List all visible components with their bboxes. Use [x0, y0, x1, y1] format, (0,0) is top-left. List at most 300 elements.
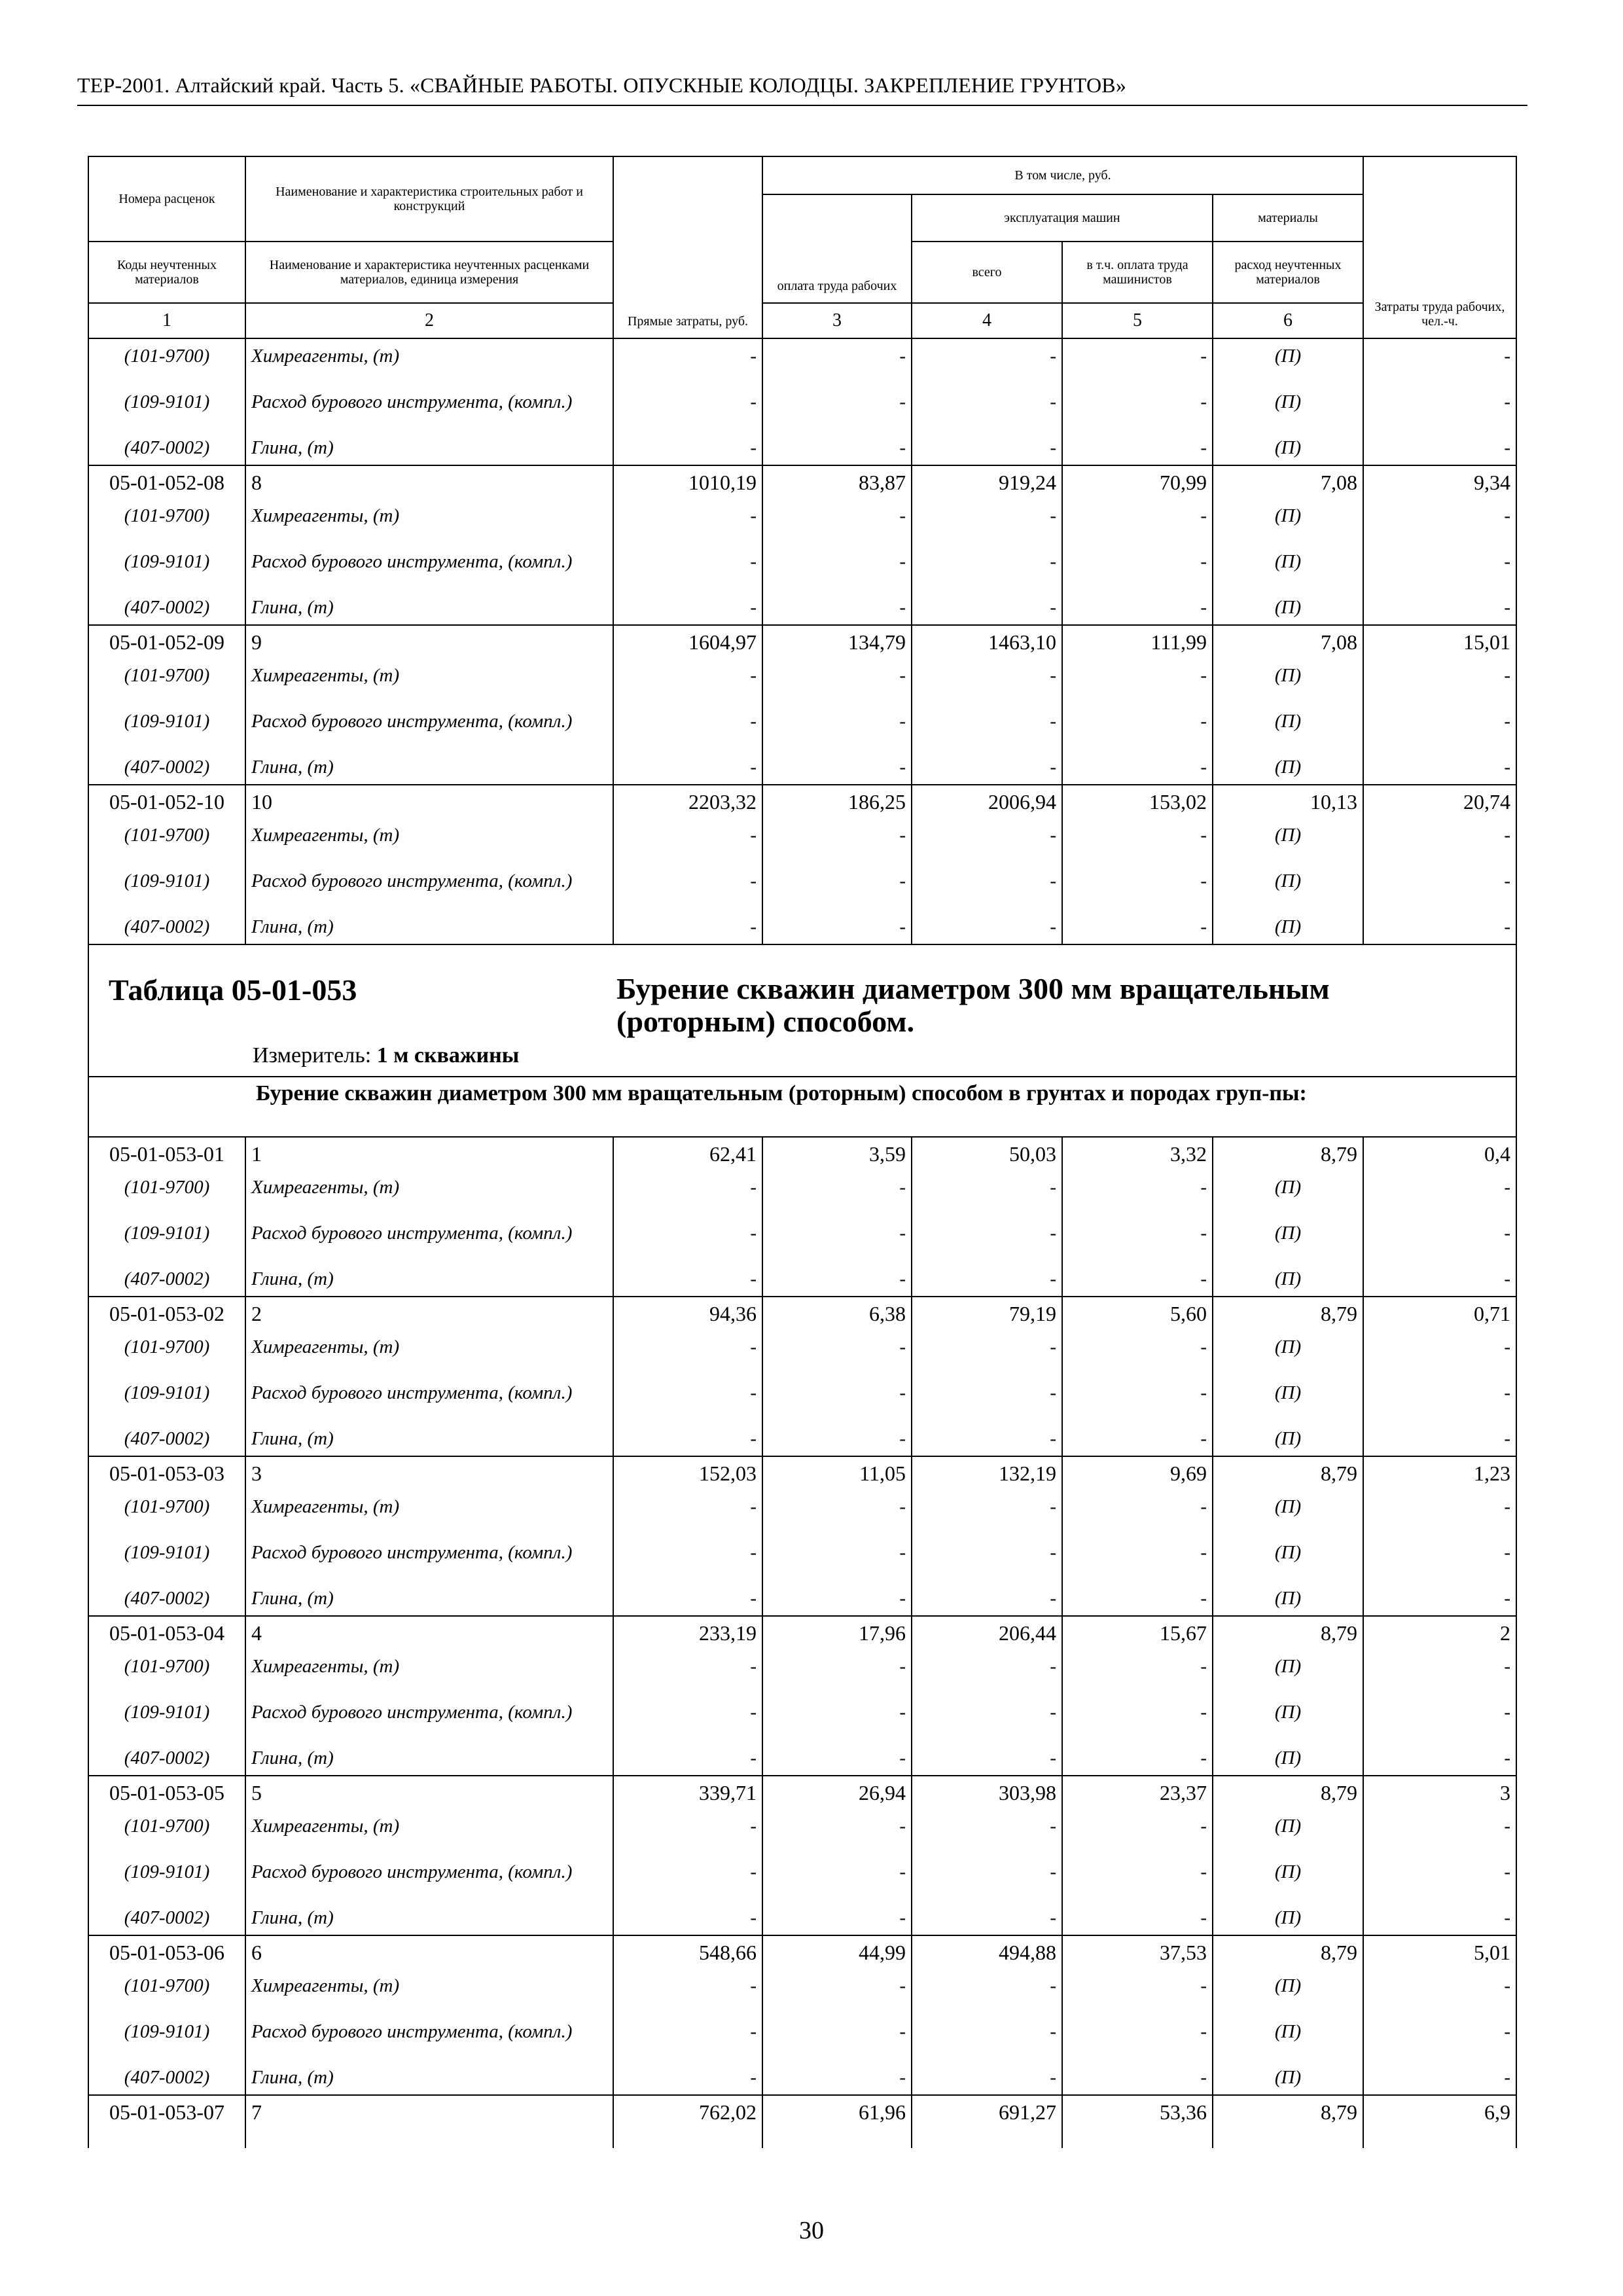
machinist-pay: -	[1062, 373, 1213, 431]
machinist-pay: -	[1062, 1969, 1213, 2003]
machines-total: 206,44	[912, 1616, 1062, 1649]
labor-costs: 9,34	[1363, 465, 1516, 499]
worker-pay: -	[762, 373, 912, 431]
worker-pay: -	[762, 1422, 912, 1456]
direct-costs: -	[613, 692, 762, 750]
material-name: Глина, (т)	[245, 431, 613, 465]
column-number: 2	[245, 303, 613, 338]
material-name: Химреагенты, (т)	[245, 499, 613, 533]
material-code: (109-9101)	[88, 1524, 245, 1581]
labor-costs: 20,74	[1363, 785, 1516, 818]
header-material-codes: Коды неучтенных материалов	[88, 242, 245, 303]
material-consumption: (П)	[1213, 692, 1363, 750]
material-row	[88, 1490, 1516, 1524]
material-consumption: (П)	[1213, 1262, 1363, 1297]
worker-pay: -	[762, 750, 912, 785]
direct-costs: -	[613, 1581, 762, 1616]
material-row	[88, 1170, 1516, 1204]
material-consumption: (П)	[1213, 338, 1363, 373]
material-consumption: (П)	[1213, 1683, 1363, 1741]
rate-code: 05-01-052-08	[88, 465, 245, 499]
material-consumption: 7,08	[1213, 625, 1363, 658]
header-rate-numbers: Номера расценок	[88, 156, 245, 242]
material-consumption: 10,13	[1213, 785, 1363, 818]
machinist-pay: 9,69	[1062, 1456, 1213, 1490]
rock-group: 9	[245, 625, 613, 658]
direct-costs: -	[613, 1649, 762, 1683]
machines-total: -	[912, 590, 1062, 625]
material-consumption: 8,79	[1213, 1935, 1363, 1969]
material-row	[88, 1741, 1516, 1776]
direct-costs: 94,36	[613, 1297, 762, 1330]
labor-costs: -	[1363, 1683, 1516, 1741]
direct-costs: -	[613, 1683, 762, 1741]
machines-total: -	[912, 1683, 1062, 1741]
direct-costs: -	[613, 1262, 762, 1297]
rate-row	[88, 1456, 1516, 1490]
machines-total: -	[912, 1204, 1062, 1262]
header-materials: материалы	[1213, 194, 1363, 242]
header-rule	[77, 105, 1527, 106]
labor-costs: -	[1363, 910, 1516, 944]
machinist-pay: -	[1062, 1843, 1213, 1901]
machines-total: -	[912, 338, 1062, 373]
header-labor-costs: Затраты труда рабочих, чел.-ч.	[1363, 156, 1516, 338]
machinist-pay: -	[1062, 1683, 1213, 1741]
worker-pay: -	[762, 533, 912, 590]
material-name: Расход бурового инструмента, (компл.)	[245, 1524, 613, 1581]
machines-total: -	[912, 1581, 1062, 1616]
material-row	[88, 852, 1516, 910]
worker-pay: -	[762, 1809, 912, 1843]
material-code: (109-9101)	[88, 373, 245, 431]
worker-pay: -	[762, 1330, 912, 1364]
direct-costs: -	[613, 431, 762, 465]
header-work-name: Наименование и характеристика строительных работ и конструкций	[245, 156, 613, 242]
direct-costs: -	[613, 852, 762, 910]
material-name: Химреагенты, (т)	[245, 1490, 613, 1524]
column-number: 1	[88, 303, 245, 338]
machinist-pay: -	[1062, 852, 1213, 910]
material-name: Химреагенты, (т)	[245, 1809, 613, 1843]
material-name: Химреагенты, (т)	[245, 818, 613, 852]
material-name: Глина, (т)	[245, 2060, 613, 2095]
worker-pay: -	[762, 1490, 912, 1524]
rate-code: 05-01-053-02	[88, 1297, 245, 1330]
material-code: (101-9700)	[88, 1170, 245, 1204]
machinist-pay: -	[1062, 1262, 1213, 1297]
machines-total: 691,27	[912, 2095, 1062, 2128]
table-description: Бурение скважин диаметром 300 мм вращательным (роторным) способом.	[616, 972, 1330, 1038]
direct-costs: 1604,97	[613, 625, 762, 658]
rock-group: 5	[245, 1776, 613, 1809]
material-name: Химреагенты, (т)	[245, 1330, 613, 1364]
labor-costs: 15,01	[1363, 625, 1516, 658]
material-row	[88, 431, 1516, 465]
machines-total: -	[912, 1901, 1062, 1935]
material-consumption: (П)	[1213, 910, 1363, 944]
machines-total: -	[912, 658, 1062, 692]
table-title-block	[88, 944, 1516, 1137]
material-name: Химреагенты, (т)	[245, 338, 613, 373]
material-consumption: (П)	[1213, 1204, 1363, 1262]
machines-total: 79,19	[912, 1297, 1062, 1330]
rate-block-053	[88, 1137, 1516, 2095]
machinist-pay: 70,99	[1062, 465, 1213, 499]
header-material-names: Наименование и характеристика неучтенных расценками материалов, единица измерения	[245, 242, 613, 303]
material-consumption: (П)	[1213, 1364, 1363, 1422]
labor-costs: -	[1363, 1490, 1516, 1524]
table-code: Таблица 05-01-053	[109, 973, 357, 1007]
rate-row	[88, 1935, 1516, 1969]
machines-total: 2006,94	[912, 785, 1062, 818]
direct-costs: -	[613, 338, 762, 373]
material-name: Расход бурового инструмента, (компл.)	[245, 1364, 613, 1422]
worker-pay: -	[762, 1524, 912, 1581]
material-name: Расход бурового инструмента, (компл.)	[245, 1683, 613, 1741]
rate-code: 05-01-052-09	[88, 625, 245, 658]
worker-pay: 17,96	[762, 1616, 912, 1649]
rate-row	[88, 785, 1516, 818]
header-machines: эксплуатация машин	[912, 194, 1213, 242]
material-consumption: (П)	[1213, 590, 1363, 625]
worker-pay: 186,25	[762, 785, 912, 818]
material-consumption: (П)	[1213, 1901, 1363, 1935]
material-name: Химреагенты, (т)	[245, 658, 613, 692]
material-row	[88, 1364, 1516, 1422]
material-consumption: (П)	[1213, 1969, 1363, 2003]
material-consumption: (П)	[1213, 1649, 1363, 1683]
header-direct-costs: Прямые затраты, руб.	[613, 156, 762, 338]
material-consumption: (П)	[1213, 1330, 1363, 1364]
header-machines-total: всего	[912, 242, 1062, 303]
machinist-pay: -	[1062, 431, 1213, 465]
material-row	[88, 818, 1516, 852]
labor-costs: -	[1363, 1262, 1516, 1297]
material-name: Расход бурового инструмента, (компл.)	[245, 1204, 613, 1262]
material-code: (109-9101)	[88, 692, 245, 750]
material-code: (407-0002)	[88, 590, 245, 625]
material-code: (101-9700)	[88, 1649, 245, 1683]
rate-block-053-07	[88, 2095, 1516, 2148]
direct-costs: -	[613, 1490, 762, 1524]
machines-total: -	[912, 1741, 1062, 1776]
worker-pay: -	[762, 818, 912, 852]
direct-costs: -	[613, 499, 762, 533]
machines-total: 132,19	[912, 1456, 1062, 1490]
column-number: 3	[762, 303, 912, 338]
labor-costs: -	[1363, 1170, 1516, 1204]
worker-pay: -	[762, 2003, 912, 2060]
direct-costs: -	[613, 1969, 762, 2003]
table-header	[88, 156, 1516, 338]
labor-costs: 0,71	[1363, 1297, 1516, 1330]
machinist-pay: -	[1062, 338, 1213, 373]
machines-total: 50,03	[912, 1137, 1062, 1170]
direct-costs: 762,02	[613, 2095, 762, 2128]
rate-code: 05-01-053-04	[88, 1616, 245, 1649]
machines-total: -	[912, 910, 1062, 944]
direct-costs: -	[613, 590, 762, 625]
rate-block-052	[88, 465, 1516, 944]
material-name: Химреагенты, (т)	[245, 1170, 613, 1204]
rate-row	[88, 1297, 1516, 1330]
material-row	[88, 1809, 1516, 1843]
machinist-pay: -	[1062, 1741, 1213, 1776]
material-code: (101-9700)	[88, 818, 245, 852]
material-name: Глина, (т)	[245, 590, 613, 625]
labor-costs: -	[1363, 1649, 1516, 1683]
labor-costs: -	[1363, 1204, 1516, 1262]
machinist-pay: 15,67	[1062, 1616, 1213, 1649]
labor-costs: 5,01	[1363, 1935, 1516, 1969]
worker-pay: -	[762, 2060, 912, 2095]
worker-pay: -	[762, 499, 912, 533]
material-row	[88, 1649, 1516, 1683]
machines-total: -	[912, 1809, 1062, 1843]
worker-pay: 83,87	[762, 465, 912, 499]
material-consumption: (П)	[1213, 373, 1363, 431]
machinist-pay: -	[1062, 1330, 1213, 1364]
direct-costs: -	[613, 1524, 762, 1581]
material-row	[88, 1969, 1516, 2003]
material-consumption: (П)	[1213, 658, 1363, 692]
material-code: (101-9700)	[88, 1809, 245, 1843]
material-consumption: (П)	[1213, 750, 1363, 785]
machinist-pay: 5,60	[1062, 1297, 1213, 1330]
direct-costs: -	[613, 2003, 762, 2060]
direct-costs: -	[613, 533, 762, 590]
material-consumption: (П)	[1213, 431, 1363, 465]
material-row	[88, 1262, 1516, 1297]
material-code: (109-9101)	[88, 533, 245, 590]
direct-costs: -	[613, 1204, 762, 1262]
machinist-pay: -	[1062, 1581, 1213, 1616]
machines-total: 303,98	[912, 1776, 1062, 1809]
machinist-pay: -	[1062, 1901, 1213, 1935]
machines-total: 919,24	[912, 465, 1062, 499]
material-row	[88, 2060, 1516, 2095]
machines-total: -	[912, 2003, 1062, 2060]
direct-costs: 233,19	[613, 1616, 762, 1649]
machinist-pay: 153,02	[1062, 785, 1213, 818]
machines-total: -	[912, 1422, 1062, 1456]
rock-group: 3	[245, 1456, 613, 1490]
material-consumption: (П)	[1213, 1741, 1363, 1776]
rate-row	[88, 1616, 1516, 1649]
machines-total: -	[912, 852, 1062, 910]
page-header: ТЕР-2001. Алтайский край. Часть 5. «СВАЙНЫЕ РАБОТЫ. ОПУСКНЫЕ КОЛОДЦЫ. ЗАКРЕПЛЕНИЕ ГРУНТОВ»	[77, 73, 1127, 97]
rate-code: 05-01-053-03	[88, 1456, 245, 1490]
material-consumption: (П)	[1213, 533, 1363, 590]
machinist-pay: -	[1062, 658, 1213, 692]
worker-pay: -	[762, 1901, 912, 1935]
labor-costs: -	[1363, 533, 1516, 590]
material-consumption: 8,79	[1213, 1616, 1363, 1649]
material-row	[88, 1330, 1516, 1364]
machinist-pay: -	[1062, 590, 1213, 625]
machines-total: -	[912, 1330, 1062, 1364]
worker-pay: 134,79	[762, 625, 912, 658]
material-code: (109-9101)	[88, 852, 245, 910]
material-code: (407-0002)	[88, 2060, 245, 2095]
labor-costs: 2	[1363, 1616, 1516, 1649]
machinist-pay: -	[1062, 750, 1213, 785]
direct-costs: -	[613, 1422, 762, 1456]
labor-costs: 3	[1363, 1776, 1516, 1809]
material-row	[88, 1581, 1516, 1616]
material-name: Глина, (т)	[245, 1581, 613, 1616]
material-name: Глина, (т)	[245, 1741, 613, 1776]
material-code: (109-9101)	[88, 1683, 245, 1741]
labor-costs: -	[1363, 2003, 1516, 2060]
labor-costs: -	[1363, 1901, 1516, 1935]
machinist-pay: 37,53	[1062, 1935, 1213, 1969]
direct-costs: -	[613, 910, 762, 944]
rate-row	[88, 2095, 1516, 2128]
material-name: Химреагенты, (т)	[245, 1649, 613, 1683]
material-consumption: 8,79	[1213, 2095, 1363, 2128]
direct-costs: -	[613, 1901, 762, 1935]
material-name: Глина, (т)	[245, 750, 613, 785]
material-code: (101-9700)	[88, 338, 245, 373]
material-consumption: (П)	[1213, 1809, 1363, 1843]
direct-costs: -	[613, 818, 762, 852]
material-consumption: 8,79	[1213, 1456, 1363, 1490]
material-row	[88, 499, 1516, 533]
direct-costs: -	[613, 1843, 762, 1901]
rock-group: 2	[245, 1297, 613, 1330]
worker-pay: -	[762, 1741, 912, 1776]
direct-costs: -	[613, 1809, 762, 1843]
column-number: 5	[1062, 303, 1213, 338]
labor-costs: -	[1363, 1364, 1516, 1422]
material-name: Расход бурового инструмента, (компл.)	[245, 533, 613, 590]
machinist-pay: -	[1062, 1649, 1213, 1683]
labor-costs: -	[1363, 1843, 1516, 1901]
machinist-pay: -	[1062, 1364, 1213, 1422]
machinist-pay: -	[1062, 1809, 1213, 1843]
worker-pay: -	[762, 338, 912, 373]
material-consumption: (П)	[1213, 1843, 1363, 1901]
material-name: Расход бурового инструмента, (компл.)	[245, 852, 613, 910]
material-consumption: (П)	[1213, 1524, 1363, 1581]
column-number: 4	[912, 303, 1062, 338]
material-consumption: 8,79	[1213, 1776, 1363, 1809]
section-title: Бурение скважин диаметром 300 мм вращательным (роторным) способом в грунтах и породах груп-пы:	[245, 1077, 1516, 1137]
material-row	[88, 533, 1516, 590]
machines-total: -	[912, 373, 1062, 431]
machines-total: -	[912, 1969, 1062, 2003]
header-material-consumption: расход неучтенных материалов	[1213, 242, 1363, 303]
rate-code: 05-01-053-05	[88, 1776, 245, 1809]
labor-costs: -	[1363, 499, 1516, 533]
rate-row	[88, 1776, 1516, 1809]
material-consumption: 8,79	[1213, 1297, 1363, 1330]
material-consumption: (П)	[1213, 2060, 1363, 2095]
labor-costs: -	[1363, 590, 1516, 625]
material-row	[88, 2003, 1516, 2060]
material-code: (109-9101)	[88, 1204, 245, 1262]
direct-costs: -	[613, 1170, 762, 1204]
machinist-pay: -	[1062, 1524, 1213, 1581]
material-row	[88, 1901, 1516, 1935]
machines-total: -	[912, 533, 1062, 590]
material-row	[88, 1422, 1516, 1456]
column-number: 6	[1213, 303, 1363, 338]
direct-costs: 152,03	[613, 1456, 762, 1490]
machines-total: -	[912, 1649, 1062, 1683]
material-name: Химреагенты, (т)	[245, 1969, 613, 2003]
machinist-pay: -	[1062, 692, 1213, 750]
worker-pay: -	[762, 852, 912, 910]
material-consumption: (П)	[1213, 1581, 1363, 1616]
material-row	[88, 750, 1516, 785]
rock-group: 10	[245, 785, 613, 818]
rock-group: 6	[245, 1935, 613, 1969]
material-code: (407-0002)	[88, 1741, 245, 1776]
machines-total: -	[912, 499, 1062, 533]
rate-code: 05-01-052-10	[88, 785, 245, 818]
labor-costs: -	[1363, 750, 1516, 785]
material-code: (407-0002)	[88, 1262, 245, 1297]
worker-pay: -	[762, 658, 912, 692]
machines-total: -	[912, 692, 1062, 750]
machinist-pay: -	[1062, 1422, 1213, 1456]
worker-pay: 61,96	[762, 2095, 912, 2128]
header-worker-pay: оплата труда рабочих	[762, 194, 912, 303]
machines-total: -	[912, 750, 1062, 785]
rate-row	[88, 465, 1516, 499]
machines-total: -	[912, 2060, 1062, 2095]
rate-code: 05-01-053-01	[88, 1137, 245, 1170]
direct-costs: -	[613, 1330, 762, 1364]
direct-costs: -	[613, 658, 762, 692]
rate-row	[88, 625, 1516, 658]
material-code: (101-9700)	[88, 1330, 245, 1364]
labor-costs: -	[1363, 852, 1516, 910]
material-consumption: 7,08	[1213, 465, 1363, 499]
labor-costs: -	[1363, 692, 1516, 750]
worker-pay: -	[762, 1683, 912, 1741]
direct-costs: -	[613, 373, 762, 431]
machinist-pay: 53,36	[1062, 2095, 1213, 2128]
rate-code: 05-01-053-06	[88, 1935, 245, 1969]
machinist-pay: -	[1062, 910, 1213, 944]
labor-costs: -	[1363, 1741, 1516, 1776]
machinist-pay: -	[1062, 1170, 1213, 1204]
material-code: (109-9101)	[88, 1364, 245, 1422]
material-name: Расход бурового инструмента, (компл.)	[245, 692, 613, 750]
material-row	[88, 590, 1516, 625]
labor-costs: 1,23	[1363, 1456, 1516, 1490]
labor-costs: -	[1363, 2060, 1516, 2095]
material-consumption: (П)	[1213, 499, 1363, 533]
machinist-pay: 3,32	[1062, 1137, 1213, 1170]
machines-total: -	[912, 431, 1062, 465]
material-code: (109-9101)	[88, 2003, 245, 2060]
machinist-pay: -	[1062, 2003, 1213, 2060]
unit-label: Измеритель:	[253, 1043, 372, 1067]
direct-costs: -	[613, 750, 762, 785]
material-code: (101-9700)	[88, 1490, 245, 1524]
labor-costs: -	[1363, 338, 1516, 373]
machinist-pay: -	[1062, 499, 1213, 533]
material-code: (109-9101)	[88, 1843, 245, 1901]
labor-costs: 6,9	[1363, 2095, 1516, 2128]
material-code: (101-9700)	[88, 1969, 245, 2003]
direct-costs: 339,71	[613, 1776, 762, 1809]
